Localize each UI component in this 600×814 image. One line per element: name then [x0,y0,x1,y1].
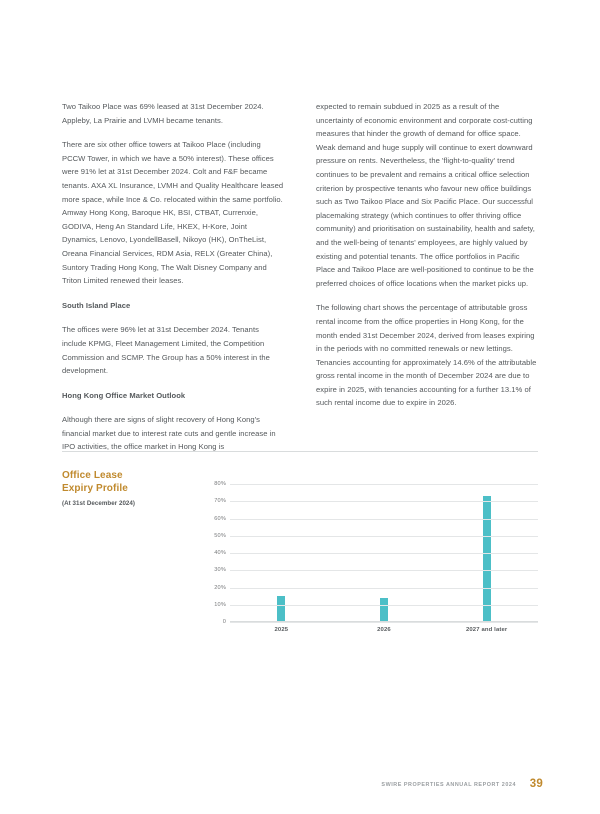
chart-gridline [230,484,538,485]
chart-grid [204,481,538,625]
chart-gridline [230,570,538,571]
section-divider [62,451,538,452]
chart-y-tick-label: 20% [214,584,226,591]
chart-y-tick-label: 0 [222,619,226,625]
chart-gridline [230,519,538,520]
chart-gridline [230,622,538,623]
body-paragraph: Two Taikoo Place was 69% leased at 31st December 2024. Appleby, La Prairie and LVMH became tenants. [62,102,264,125]
chart-gridline [230,605,538,606]
chart-y-tick-label: 60% [214,515,226,522]
chart-title-line-1: Office Lease [62,470,123,481]
chart-x-tick-labels [230,626,538,640]
body-paragraph: The offices were 96% let at 31st December 2024. Tenants include KPMG, Fleet Management Limited, the Competition Commission and SCMP. The Group has a 50% interest in the development. [62,325,270,376]
chart-x-tick-label: 2025 [274,627,289,633]
section-subheading: Hong Kong Office Market Outlook [62,390,186,400]
chart-x-tick-label: 2027 and later [465,627,508,633]
body-paragraph: There are six other office towers at Taikoo Place (including PCCW Tower, in which we have a 50% interest). These offices were 91% let at 31st December 2024. Colt and F&F became tenants. AXA XL Insurance, LVMH and Quality Healthcare leased more space, while Ince & Co. relocated within the same portfolio. Amway Hong Kong, Baroque HK, BSI, CTBAT, Currenxie, GODIVA, Heng An Standard Life, HKEX, H-Kore, Joint Dynamics, Lenovo, LyondellBasell, Nikoyo (HK), OnTheList, Oreana Financial Services, RDM Asia, RELX (Greater China), Suntory Trading Hong Kong, The Walt Disney Company and Triton Limited renewed their leases. [62,140,284,286]
chart-y-tick-label: 40% [214,550,226,556]
chart-bar [483,496,491,621]
body-paragraph: Although there are signs of slight recovery of Hong Kong's financial market due to interest rate cuts and gentle increase in IPO activities, the office market in Hong Kong is [62,415,276,452]
chart-y-tick-label: 10% [214,601,226,608]
section-subheading: South Island Place [62,300,131,310]
footer-page-number: 39 [529,778,543,790]
chart-y-tick-label: 30% [214,567,226,574]
chart-bar [277,596,285,621]
page-footer [0,777,600,793]
chart-gridline [230,588,538,589]
chart-heading [62,469,182,509]
chart-gridline [230,536,538,537]
chart-plot-area [204,481,538,644]
chart-bar-slot [333,598,436,621]
body-paragraph: expected to remain subdued in 2025 as a result of the uncertainty of economic environment and corporate cost-cutting measures that hinder the growth of demand for office space. Weak demand and huge supply will continue to exert downward pressure on rents. Nevertheless, the 'flight-to-quality' trend continues to be prevalent and remains a critical office selection criterion by prospective tenants who favour new office buildings such as Two Taikoo Place and Six Pacific Place. Our successful placemaking strategy (which continues to offer thriving office community) and prioritisation on sustainability, health and safety, and the well-being of tenants' employees, are highly valued by existing and potential tenants. The office portfolios in Pacific Place and Taikoo Place are well-positioned to continue to be the preferred choices of office locations when the market picks up. [316,102,535,288]
body-columns [62,100,538,454]
chart-gridline [230,501,538,502]
chart-subtitle: (At 31st December 2024) [62,500,136,507]
chart-y-tick-label: 50% [214,532,226,539]
chart-x-tick-label: 2026 [377,627,391,633]
chart-bar [380,598,388,621]
chart-bar-slot [435,496,538,621]
chart-y-tick-label: 70% [214,498,226,505]
left-column [62,100,284,454]
footer-report-name: SWIRE PROPERTIES ANNUAL REPORT 2024 [381,782,516,788]
chart-title-line-2: Expiry Profile [62,483,128,494]
chart-bar-slot [230,596,333,621]
chart-gridline [230,553,538,554]
right-column [316,100,538,454]
body-paragraph: The following chart shows the percentage of attributable gross rental income from the office properties in Hong Kong, for the month ended 31st December 2024, derived from leases expiring in the periods with no committed renewals or new lettings. Tenancies accounting for approximately 14.6% of the attributable gross rental income in the month of December 2024 are due to expire in 2025, with tenancies accounting for a further 13.1% of such rental income due to expire in 2026. [316,303,537,408]
chart-y-tick-label: 80% [214,481,226,487]
office-lease-expiry-chart [62,466,538,646]
